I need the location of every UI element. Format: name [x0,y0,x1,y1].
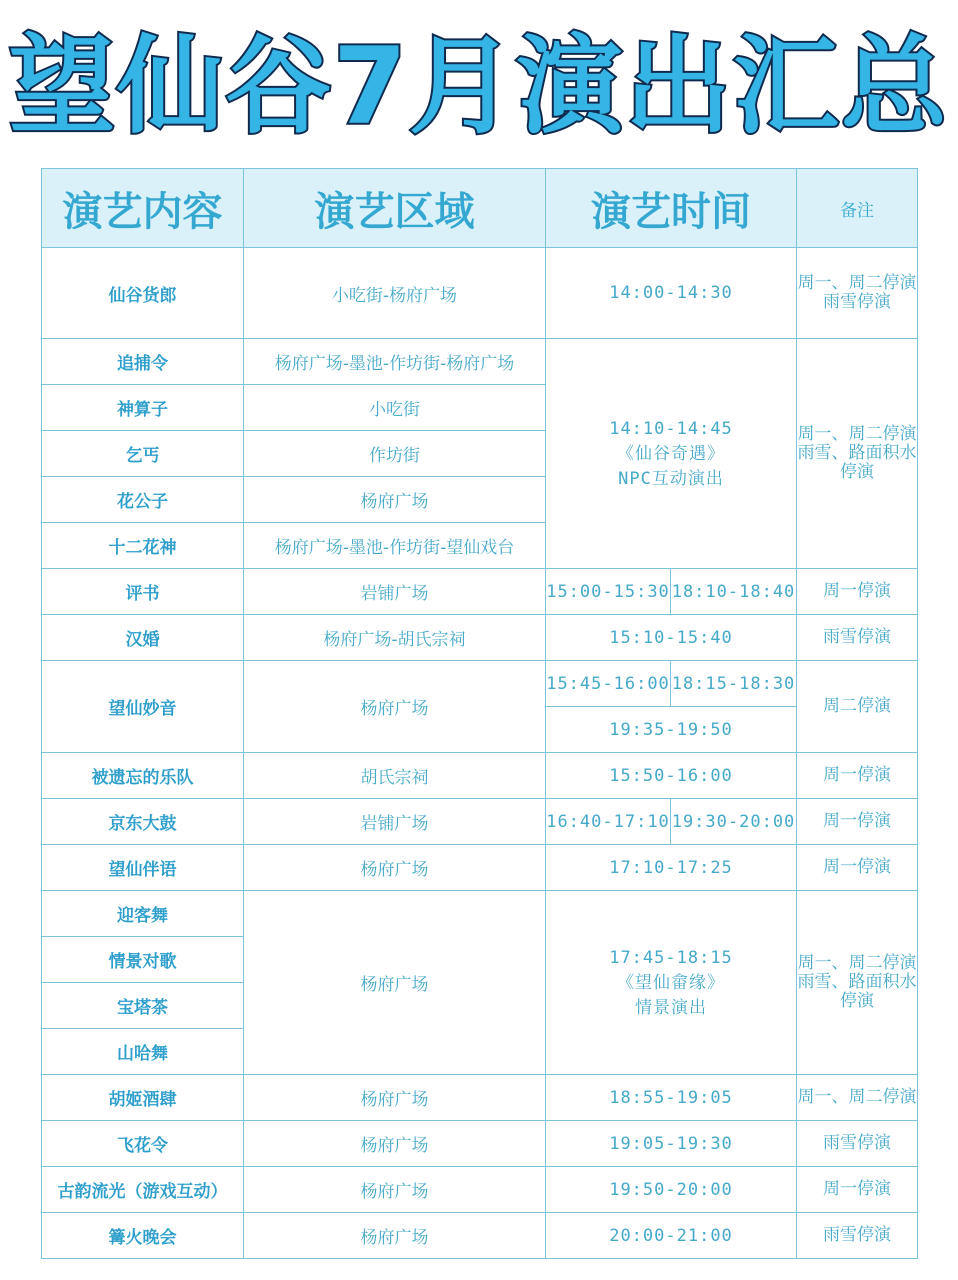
performance-area: 杨府广场-墨池-作坊街-望仙戏台 [244,523,546,569]
performance-area: 作坊街 [244,431,546,477]
performance-name: 汉婚 [42,615,244,661]
performance-area: 杨府广场-胡氏宗祠 [244,615,546,661]
note-line: 雨雪、路面积水 [797,972,917,992]
performance-area: 杨府广场 [244,845,546,891]
performance-time: 14:00-14:30 [546,248,797,339]
performance-area: 小吃街 [244,385,546,431]
table-row [42,799,918,845]
time-line: NPC互动演出 [618,468,724,489]
performance-time: 19:05-19:30 [546,1121,797,1167]
table-row [42,1075,918,1121]
note-line: 停演 [840,991,874,1011]
group-time [546,891,797,1075]
performance-time: 17:10-17:25 [546,845,797,891]
performance-name: 望仙伴语 [42,845,244,891]
performance-note: 雨雪停演 [797,615,918,661]
time-line: 《仙谷奇遇》 [617,443,725,464]
performance-area: 岩铺广场 [244,799,546,845]
table-row [42,891,918,937]
performance-time: 15:10-15:40 [546,615,797,661]
table-header-row [42,169,918,248]
performance-name: 篝火晚会 [42,1213,244,1259]
performance-area: 胡氏宗祠 [244,753,546,799]
note-line: 雨雪停演 [823,292,891,312]
performance-name: 仙谷货郎 [42,248,244,339]
time-line: 17:45-18:15 [609,947,733,968]
performance-area: 杨府广场 [244,1213,546,1259]
table-row [42,615,918,661]
performance-name: 古韵流光（游戏互动） [42,1167,244,1213]
performance-note [797,248,918,339]
note-line: 停演 [840,462,874,482]
header-note: 备注 [797,169,918,248]
performance-note: 周一停演 [797,753,918,799]
performance-note: 雨雪停演 [797,1121,918,1167]
performance-name: 评书 [42,569,244,615]
performance-time-2: 18:10-18:40 [671,569,797,615]
performance-name: 十二花神 [42,523,244,569]
table-row [42,569,918,615]
table-row [42,1167,918,1213]
note-line: 周一、周二停演 [797,953,917,973]
group-note [797,891,918,1075]
header-performance: 演艺内容 [42,169,244,248]
note-line: 周一、周二停演 [797,424,917,444]
performance-name: 望仙妙音 [42,661,244,753]
performance-name: 乞丐 [42,431,244,477]
table-row [42,339,918,385]
note-line: 雨雪、路面积水 [797,443,917,463]
performance-name: 京东大鼓 [42,799,244,845]
note-line: 周一、周二停演 [797,273,917,293]
schedule-table [41,168,918,1259]
performance-area: 杨府广场 [244,661,546,753]
performance-time: 19:50-20:00 [546,1167,797,1213]
performance-name: 胡姬酒肆 [42,1075,244,1121]
time-line: 情景演出 [635,997,707,1018]
performance-time-1: 15:45-16:00 [546,661,671,707]
performance-area: 岩铺广场 [244,569,546,615]
performance-name: 神算子 [42,385,244,431]
time-line: 《望仙畲缘》 [617,972,725,993]
performance-note: 周一停演 [797,1167,918,1213]
performance-note: 周一停演 [797,845,918,891]
performance-name: 迎客舞 [42,891,244,937]
table-row [42,845,918,891]
performance-time: 15:50-16:00 [546,753,797,799]
performance-note: 雨雪停演 [797,1213,918,1259]
performance-time: 20:00-21:00 [546,1213,797,1259]
performance-name: 宝塔茶 [42,983,244,1029]
performance-name: 山哈舞 [42,1029,244,1075]
group-time [546,339,797,569]
table-row [42,661,918,707]
performance-name: 追捕令 [42,339,244,385]
group-note [797,339,918,569]
performance-note: 周二停演 [797,661,918,753]
table-row [42,1213,918,1259]
performance-area: 杨府广场 [244,477,546,523]
performance-name: 被遗忘的乐队 [42,753,244,799]
performance-time-1: 16:40-17:10 [546,799,671,845]
table-row [42,248,918,339]
page-title: 望仙谷7月演出汇总 [9,25,949,148]
performance-time-2: 19:30-20:00 [671,799,797,845]
performance-name: 情景对歌 [42,937,244,983]
performance-area: 杨府广场 [244,1121,546,1167]
performance-note: 周一停演 [797,799,918,845]
performance-area: 小吃街-杨府广场 [244,248,546,339]
performance-area: 杨府广场-墨池-作坊街-杨府广场 [244,339,546,385]
performance-time-2: 18:15-18:30 [671,661,797,707]
performance-time: 18:55-19:05 [546,1075,797,1121]
performance-area: 杨府广场 [244,1075,546,1121]
table-row [42,753,918,799]
table-row [42,1121,918,1167]
performance-name: 飞花令 [42,1121,244,1167]
performance-note: 周一停演 [797,569,918,615]
header-area: 演艺区域 [244,169,546,248]
header-time: 演艺时间 [546,169,797,248]
performance-name: 花公子 [42,477,244,523]
group-area: 杨府广场 [244,891,546,1075]
time-line: 14:10-14:45 [609,418,733,439]
performance-time-1: 15:00-15:30 [546,569,671,615]
performance-area: 杨府广场 [244,1167,546,1213]
performance-note: 周一、周二停演 [797,1075,918,1121]
performance-time-3: 19:35-19:50 [546,707,797,753]
